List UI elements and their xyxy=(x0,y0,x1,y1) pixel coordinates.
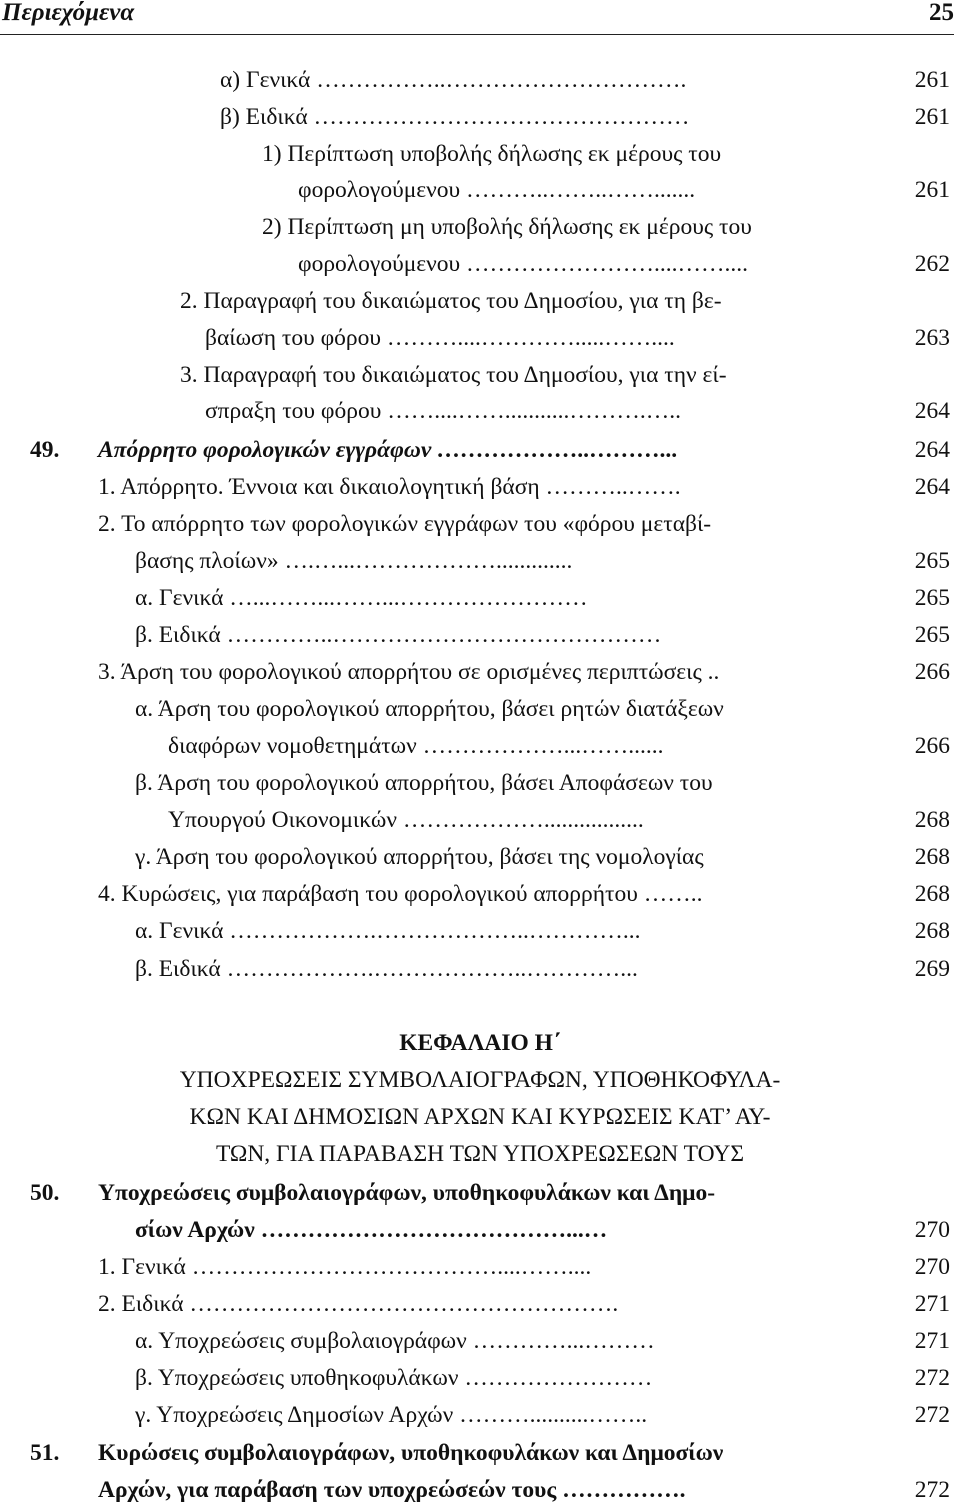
toc-entry: βασης πλοίων» ….…...………………............. xyxy=(135,548,573,574)
toc-entry: 3. Παραγραφή του δικαιώματος του Δημοσίου, για την εί- xyxy=(180,362,727,388)
toc-page: 271 xyxy=(914,1328,950,1354)
toc-page: 261 xyxy=(914,67,950,93)
section-title: Αρχών, για παράβαση των υποχρεώσεών τους ……………. xyxy=(98,1477,686,1503)
toc-page: 268 xyxy=(914,918,950,944)
toc-entry: β) Ειδικά ………………………………………… xyxy=(220,104,690,130)
section-title: σίων Αρχών …………………………………...… xyxy=(135,1217,608,1243)
toc-entry: β. Ειδικά ……………….………………..…………... xyxy=(135,956,638,982)
toc-page: 265 xyxy=(914,585,950,611)
toc-entry: φορολογούμενου ……………………....…….... xyxy=(298,251,749,277)
toc-entry: α. Υποχρεώσεις συμβολαιογράφων …………...……… xyxy=(135,1328,655,1354)
toc-page: 262 xyxy=(914,251,950,277)
toc-page: 264 xyxy=(914,474,950,500)
section-number: 49. xyxy=(30,437,60,463)
toc-page: 272 xyxy=(914,1365,950,1391)
section-number: 51. xyxy=(30,1440,60,1466)
toc-entry: α) Γενικά ……………..…………………………. xyxy=(220,67,687,93)
toc-page: 270 xyxy=(914,1254,950,1280)
toc-entry: α. Γενικά …...……...……...…………………… xyxy=(135,585,588,611)
toc-entry: 4. Κυρώσεις, για παράβαση του φορολογικού απορρήτου …….. xyxy=(98,881,703,907)
toc-entry: 1) Περίπτωση υποβολής δήλωσης εκ μέρους του xyxy=(262,141,722,167)
toc-entry: 2. Το απόρρητο των φορολογικών εγγράφων του «φόρου μεταβί- xyxy=(98,511,712,537)
toc-page: 263 xyxy=(914,325,950,351)
toc-entry: β. Ειδικά …………..…………………………………… xyxy=(135,622,662,648)
toc-entry: 3. Άρση του φορολογικού απορρήτου σε ορισμένες περιπτώσεις .. xyxy=(98,659,720,685)
page-number: 25 xyxy=(929,0,954,26)
toc-page: 268 xyxy=(914,844,950,870)
toc-entry: β. Άρση του φορολογικού απορρήτου, βάσει Αποφάσεων του xyxy=(135,770,713,796)
toc-page: 261 xyxy=(914,104,950,130)
toc-page: 266 xyxy=(914,659,950,685)
chapter-subtitle-line: ΥΠΟΧΡΕΩΣΕΙΣ ΣΥΜΒΟΛΑΙΟΓΡΑΦΩΝ, ΥΠΟΘΗΚΟΦΥΛΑ- xyxy=(179,1067,781,1093)
toc-entry: σπραξη του φόρου ……....……...........……….….. xyxy=(205,398,681,424)
toc-entry: γ. Άρση του φορολογικού απορρήτου, βάσει της νομολογίας xyxy=(135,844,704,870)
section-title: Απόρρητο φορολογικών εγγράφων ………………..………... xyxy=(98,437,679,463)
toc-entry: 2. Παραγραφή του δικαιώματος του Δημοσίου, για τη βε- xyxy=(180,288,722,314)
section-title: Υποχρεώσεις συμβολαιογράφων, υποθηκοφυλάκων και Δημο- xyxy=(98,1180,716,1206)
toc-entry: φορολογούμενου ………..……..……....... xyxy=(298,177,696,203)
chapter-title: ΚΕΦΑΛΑΙΟ Η΄ xyxy=(399,1030,561,1056)
toc-entry: 1. Απόρρητο. Έννοια και δικαιολογητική βάση ………..……. xyxy=(98,474,681,500)
toc-page: 268 xyxy=(914,807,950,833)
toc-page: 272 xyxy=(914,1477,950,1503)
toc-entry: α. Άρση του φορολογικού απορρήτου, βάσει ρητών διατάξεων xyxy=(135,696,724,722)
toc-page: 264 xyxy=(914,437,950,463)
toc-page: 266 xyxy=(914,733,950,759)
toc-entry: α. Γενικά ……………….………………..…………... xyxy=(135,918,641,944)
toc-page: 265 xyxy=(914,622,950,648)
toc-entry: διαφόρων νομοθετημάτων ………………...……...... xyxy=(168,733,664,759)
chapter-subtitle-line: ΤΩΝ, ΓΙΑ ΠΑΡΑΒΑΣΗ ΤΩΝ ΥΠΟΧΡΕΩΣΕΩΝ ΤΟΥΣ xyxy=(215,1141,745,1167)
toc-entry: β. Υποχρεώσεις υποθηκοφυλάκων …………………… xyxy=(135,1365,653,1391)
toc-page: 271 xyxy=(914,1291,950,1317)
toc-page: 261 xyxy=(914,177,950,203)
toc-page: 268 xyxy=(914,881,950,907)
toc-entry: 2. Ειδικά ………………………………………………. xyxy=(98,1291,619,1317)
toc-page: 270 xyxy=(914,1217,950,1243)
toc-page: 265 xyxy=(914,548,950,574)
toc-page: 269 xyxy=(914,956,950,982)
toc-entry: Υπουργού Οικονομικών ………………................. xyxy=(168,807,644,833)
running-header-title: Περιεχόμενα xyxy=(2,0,135,26)
toc-entry: 2) Περίπτωση μη υποβολής δήλωσης εκ μέρους του xyxy=(262,214,752,240)
toc-entry: βαίωση του φόρου ………....………….....…….... xyxy=(205,325,675,351)
section-number: 50. xyxy=(30,1180,60,1206)
toc-entry: 1. Γενικά …………………………………....…….... xyxy=(98,1254,592,1280)
toc-entry: γ. Υποχρεώσεις Δημοσίων Αρχών ………..........…….. xyxy=(135,1402,648,1428)
toc-page: 272 xyxy=(914,1402,950,1428)
toc-page: 264 xyxy=(914,398,950,424)
section-title: Κυρώσεις συμβολαιογράφων, υποθηκοφυλάκων και Δημοσίων xyxy=(98,1440,724,1466)
running-header xyxy=(0,0,954,35)
chapter-subtitle-line: ΚΩΝ ΚΑΙ ΔΗΜΟΣΙΩΝ ΑΡΧΩΝ ΚΑΙ ΚΥΡΩΣΕΙΣ ΚΑΤ’ ΑΥ- xyxy=(189,1104,771,1130)
